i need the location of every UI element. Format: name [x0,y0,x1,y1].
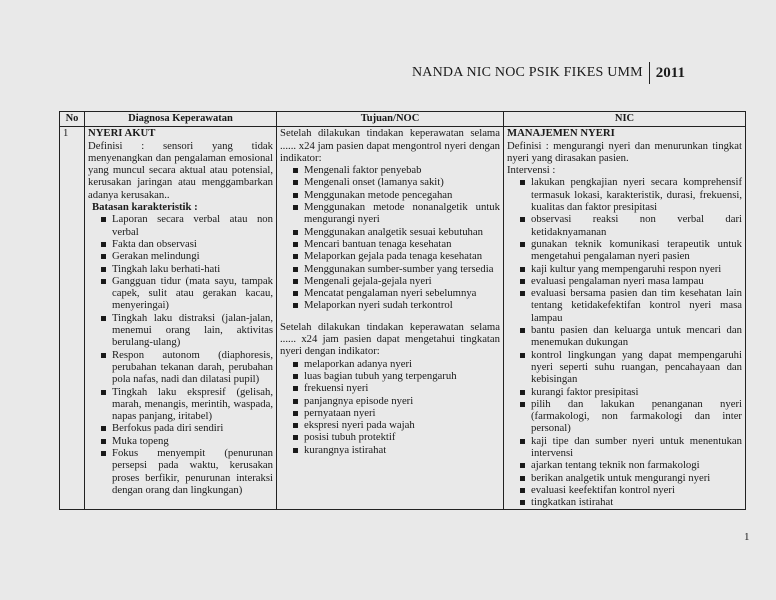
header-nic: NIC [504,112,746,127]
list-item: Menggunakan metode pencegahan [293,189,500,201]
list-item: kurangi faktor presipitasi [520,386,742,398]
list-item: Menggunakan analgetik sesuai kebutuhan [293,226,500,238]
list-item: bantu pasien dan keluarga untuk mencari dan menemukan dukungan [520,324,742,349]
list-item: kaji kultur yang mempengaruhi respon nyeri [520,263,742,275]
table-header-row [60,112,746,127]
nic-title: MANAJEMEN NYERI [507,127,615,140]
list-item: kurangnya istirahat [293,444,500,456]
header-no: No [60,112,85,127]
list-item: Tingkah laku berhati-hati [101,263,273,275]
list-item: Laporan secara verbal atau non verbal [101,213,273,238]
header-year: 2011 [655,64,685,81]
header-tujuan: Tujuan/NOC [277,112,504,127]
list-item: Respon autonom (diaphoresis, perubahan tekanan darah, perubahan pola nafas, nadi dan dilatasi pupil) [101,349,273,386]
spacer [280,312,500,321]
table-row [60,127,746,509]
list-item: evaluasi keefektifan kontrol nyeri [520,484,742,496]
list-item: Mencatat pengalaman nyeri sebelumnya [293,287,500,299]
list-item: Tingkah laku ekspresif (gelisah, marah, menangis, merintih, waspada, napas panjang, iritabel) [101,386,273,423]
list-item: berikan analgetik untuk mengurangi nyeri [520,472,742,484]
page-number: 1 [744,531,750,543]
batasan-title: Batasan karakteristik : [92,201,198,214]
list-item: panjangnya episode nyeri [293,395,500,407]
list-item: Mengenali faktor penyebab [293,164,500,176]
list-item: melaporkan adanya nyeri [293,358,500,370]
page-header [412,62,685,84]
list-item: Melaporkan nyeri sudah terkontrol [293,299,500,311]
diagnosa-title: NYERI AKUT [88,127,156,140]
list-item: Fakta dan observasi [101,238,273,250]
tujuan-intro-1: Setelah dilakukan tindakan keperawatan selama ...... x24 jam pasien dapat mengontrol nyeri dengan indikator: [280,127,500,164]
list-item: luas bagian tubuh yang terpengaruh [293,370,500,382]
diagnosa-definition: Definisi : sensori yang tidak menyenangkan dan pengalaman emosional yang muncul secara aktual atau potensial, kerusakan jaringan atau menggambarkan adanya kerusakan.. [88,139,273,201]
list-item: Menggunakan sumber-sumber yang tersedia [293,263,500,275]
nursing-care-table [59,111,746,510]
list-item: Gangguan tidur (mata sayu, tampak capek, sulit atau gerakan kacau, menyeringai) [101,275,273,312]
intervensi-title: Intervensi : [507,164,556,177]
diagnosa-cell [85,127,277,509]
list-item: pilih dan lakukan penanganan nyeri (farmakologi, non farmakologi dan inter personal) [520,398,742,435]
list-item: kaji tipe dan sumber nyeri untuk menentukan intervensi [520,435,742,460]
list-item: evaluasi pengalaman nyeri masa lampau [520,275,742,287]
list-item: Fokus menyempit (penurunan persepsi pada waktu, kerusakan proses berfikir, penurunan interaksi dengan orang dan lingkungan) [101,447,273,496]
list-item: kontrol lingkungan yang dapat mempengaruhi nyeri seperti suhu ruangan, pencahayaan dan kebisingan [520,349,742,386]
intervensi-list [507,176,742,508]
list-item: Melaporkan gejala pada tenaga kesehatan [293,250,500,262]
list-item: tingkatkan istirahat [520,496,742,508]
header-diagnosa: Diagnosa Keperawatan [85,112,277,127]
list-item: Mencari bantuan tenaga kesehatan [293,238,500,250]
list-item: frekuensi nyeri [293,382,500,394]
list-item: ajarkan tentang teknik non farmakologi [520,459,742,471]
list-item: Gerakan melindungi [101,250,273,262]
list-item: Mengenali gejala-gejala nyeri [293,275,500,287]
list-item: gunakan teknik komunikasi terapeutik untuk mengetahui pengalaman nyeri pasien [520,238,742,263]
tujuan-list-2 [280,358,500,456]
list-item: Mengenali onset (lamanya sakit) [293,176,500,188]
list-item: ekspresi nyeri pada wajah [293,419,500,431]
list-item: evaluasi bersama pasien dan tim kesehatan lain tentang ketidakefektifan kontrol nyeri masa lampau [520,287,742,324]
list-item: posisi tubuh protektif [293,431,500,443]
batasan-list [88,213,273,496]
list-item: pernyataan nyeri [293,407,500,419]
header-title: NANDA NIC NOC PSIK FIKES UMM [412,65,643,80]
list-item: lakukan pengkajian nyeri secara komprehensif termasuk lokasi, karakteristik, durasi, frekuensi, kualitas dan faktor presipitasi [520,176,742,213]
list-item: Menggunakan metode nonanalgetik untuk mengurangi nyeri [293,201,500,226]
tujuan-list-1 [280,164,500,312]
list-item: Berfokus pada diri sendiri [101,422,273,434]
nic-definition: Definisi : mengurangi nyeri dan menurunkan tingkat nyeri yang dirasakan pasien. [507,139,742,164]
nic-cell [504,127,746,509]
tujuan-intro-2: Setelah dilakukan tindakan keperawatan selama ...... x24 jam pasien dapat mengetahui tingkatan nyeri dengan indikator: [280,320,500,358]
list-item: observasi reaksi non verbal dari ketidaknyamanan [520,213,742,238]
list-item: Muka topeng [101,435,273,447]
list-item: Tingkah laku distraksi (jalan-jalan, menemui orang lain, aktivitas berulang-ulang) [101,312,273,349]
row-number: 1 [60,127,85,509]
tujuan-cell [277,127,504,509]
header-separator [649,62,650,84]
